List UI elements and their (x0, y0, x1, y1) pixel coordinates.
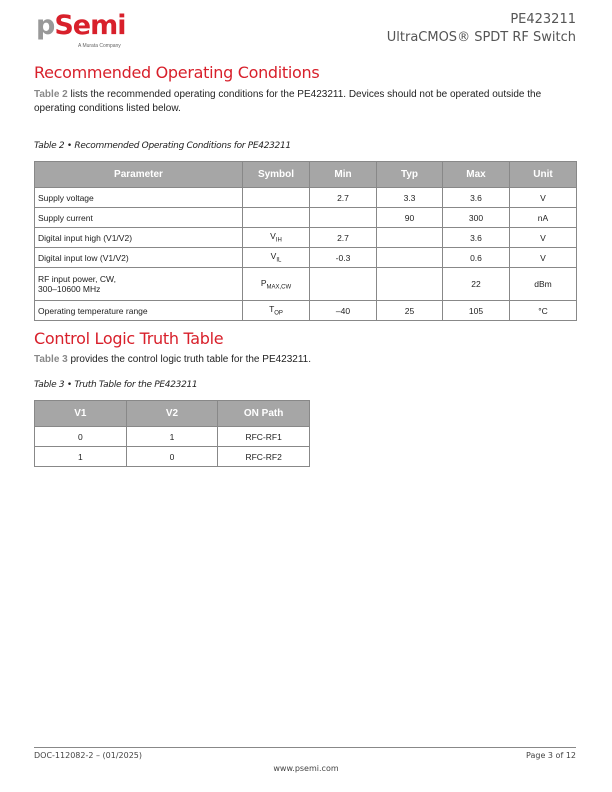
min-cell (310, 268, 377, 301)
symbol-subscript: IL (276, 257, 282, 264)
column-header: V1 (35, 401, 127, 427)
parameter-cell (35, 228, 243, 248)
parameter-text: Operating temperature range (38, 305, 148, 316)
min-cell (310, 208, 377, 228)
typ-cell (377, 268, 443, 301)
doc-number: DOC-112082-2 – (01/2025) (34, 751, 143, 760)
symbol-text: V (270, 251, 277, 262)
table-row (35, 301, 577, 321)
parameter-cell (35, 188, 243, 208)
unit-cell: °C (510, 301, 577, 321)
parameter-cell (35, 301, 243, 321)
footer-divider (34, 747, 576, 748)
website-link[interactable]: www.psemi.com (273, 764, 339, 773)
max-cell: 300 (443, 208, 510, 228)
table-cell: RFC-RF2 (218, 447, 310, 467)
doc-subtitle: UltraCMOS® SPDT RF Switch (386, 30, 576, 45)
min-cell: –40 (310, 301, 377, 321)
table-row (35, 188, 577, 208)
table-caption: Table 2 • Recommended Operating Conditions for PE423211 (34, 141, 291, 151)
unit-cell: dBm (510, 268, 577, 301)
table-row (35, 208, 577, 228)
paragraph-text: provides the control logic truth table for the PE423211. (67, 354, 312, 365)
parameter-text: Digital input low (V1/V2) (38, 252, 129, 263)
table-row (35, 447, 310, 467)
table-header (35, 401, 310, 427)
typ-cell: 90 (377, 208, 443, 228)
parameter-text: Supply voltage (38, 192, 94, 203)
column-header: Typ (377, 162, 443, 188)
symbol-cell (243, 268, 310, 301)
symbol-subscript: IH (275, 237, 282, 244)
section-title: Control Logic Truth Table (34, 329, 224, 348)
column-header: Unit (510, 162, 577, 188)
column-header: V2 (126, 401, 218, 427)
unit-cell: V (510, 228, 577, 248)
parameter-cell (35, 248, 243, 268)
min-cell: 2.7 (310, 228, 377, 248)
operating-conditions-table (34, 161, 577, 321)
column-header: Min (310, 162, 377, 188)
max-cell: 22 (443, 268, 510, 301)
min-cell: 2.7 (310, 188, 377, 208)
symbol-text: P (260, 277, 267, 288)
table-cell: 0 (35, 427, 127, 447)
truth-table (34, 400, 310, 467)
unit-cell: nA (510, 208, 577, 228)
parameter-line: RF input power, CW, (38, 274, 116, 284)
parameter-line: 300–10600 MHz (38, 284, 101, 294)
typ-cell (377, 248, 443, 268)
parameter-cell (35, 268, 243, 301)
symbol-cell (243, 188, 310, 208)
table-row (35, 427, 310, 447)
column-header: Symbol (243, 162, 310, 188)
max-cell: 0.6 (443, 248, 510, 268)
parameter-text: Supply current (38, 212, 93, 223)
max-cell: 105 (443, 301, 510, 321)
max-cell: 3.6 (443, 188, 510, 208)
table-cell: 1 (126, 427, 218, 447)
typ-cell (377, 228, 443, 248)
max-cell: 3.6 (443, 228, 510, 248)
typ-cell: 3.3 (377, 188, 443, 208)
symbol-cell (243, 248, 310, 268)
table-cell: 0 (126, 447, 218, 467)
section-paragraph (34, 88, 579, 116)
section-title: Recommended Operating Conditions (34, 63, 320, 82)
table-row (35, 248, 577, 268)
section-paragraph (34, 353, 579, 367)
table-row (35, 268, 577, 301)
column-header: Parameter (35, 162, 243, 188)
typ-cell: 25 (377, 301, 443, 321)
logo-wordmark: pSemi (36, 10, 126, 41)
unit-cell: V (510, 248, 577, 268)
symbol-subscript: OP (274, 310, 283, 317)
table-cell: RFC-RF1 (218, 427, 310, 447)
paragraph-text: lists the recommended operating conditions for the PE423211. Devices should not be operated outside the operating conditions listed below. (34, 89, 542, 114)
parameter-text: Digital input high (V1/V2) (38, 232, 133, 243)
column-header: Max (443, 162, 510, 188)
table-header (35, 162, 577, 188)
table-link[interactable]: Table 3 (34, 354, 68, 365)
logo-tagline: A Murata Company (78, 43, 121, 49)
table-link[interactable]: Table 2 (34, 89, 68, 100)
page-number: Page 3 of 12 (526, 751, 576, 760)
symbol-subscript: MAX,CW (266, 284, 292, 291)
unit-cell: V (510, 188, 577, 208)
min-cell: -0.3 (310, 248, 377, 268)
parameter-cell (35, 208, 243, 228)
symbol-cell (243, 301, 310, 321)
table-row (35, 228, 577, 248)
symbol-text: T (269, 304, 275, 315)
symbol-cell (243, 208, 310, 228)
column-header: ON Path (218, 401, 310, 427)
part-number: PE423211 (510, 12, 576, 27)
symbol-text: V (270, 231, 276, 242)
table-caption: Table 3 • Truth Table for the PE423211 (34, 380, 198, 390)
psemi-logo (34, 12, 144, 50)
symbol-cell (243, 228, 310, 248)
table-cell: 1 (35, 447, 127, 467)
